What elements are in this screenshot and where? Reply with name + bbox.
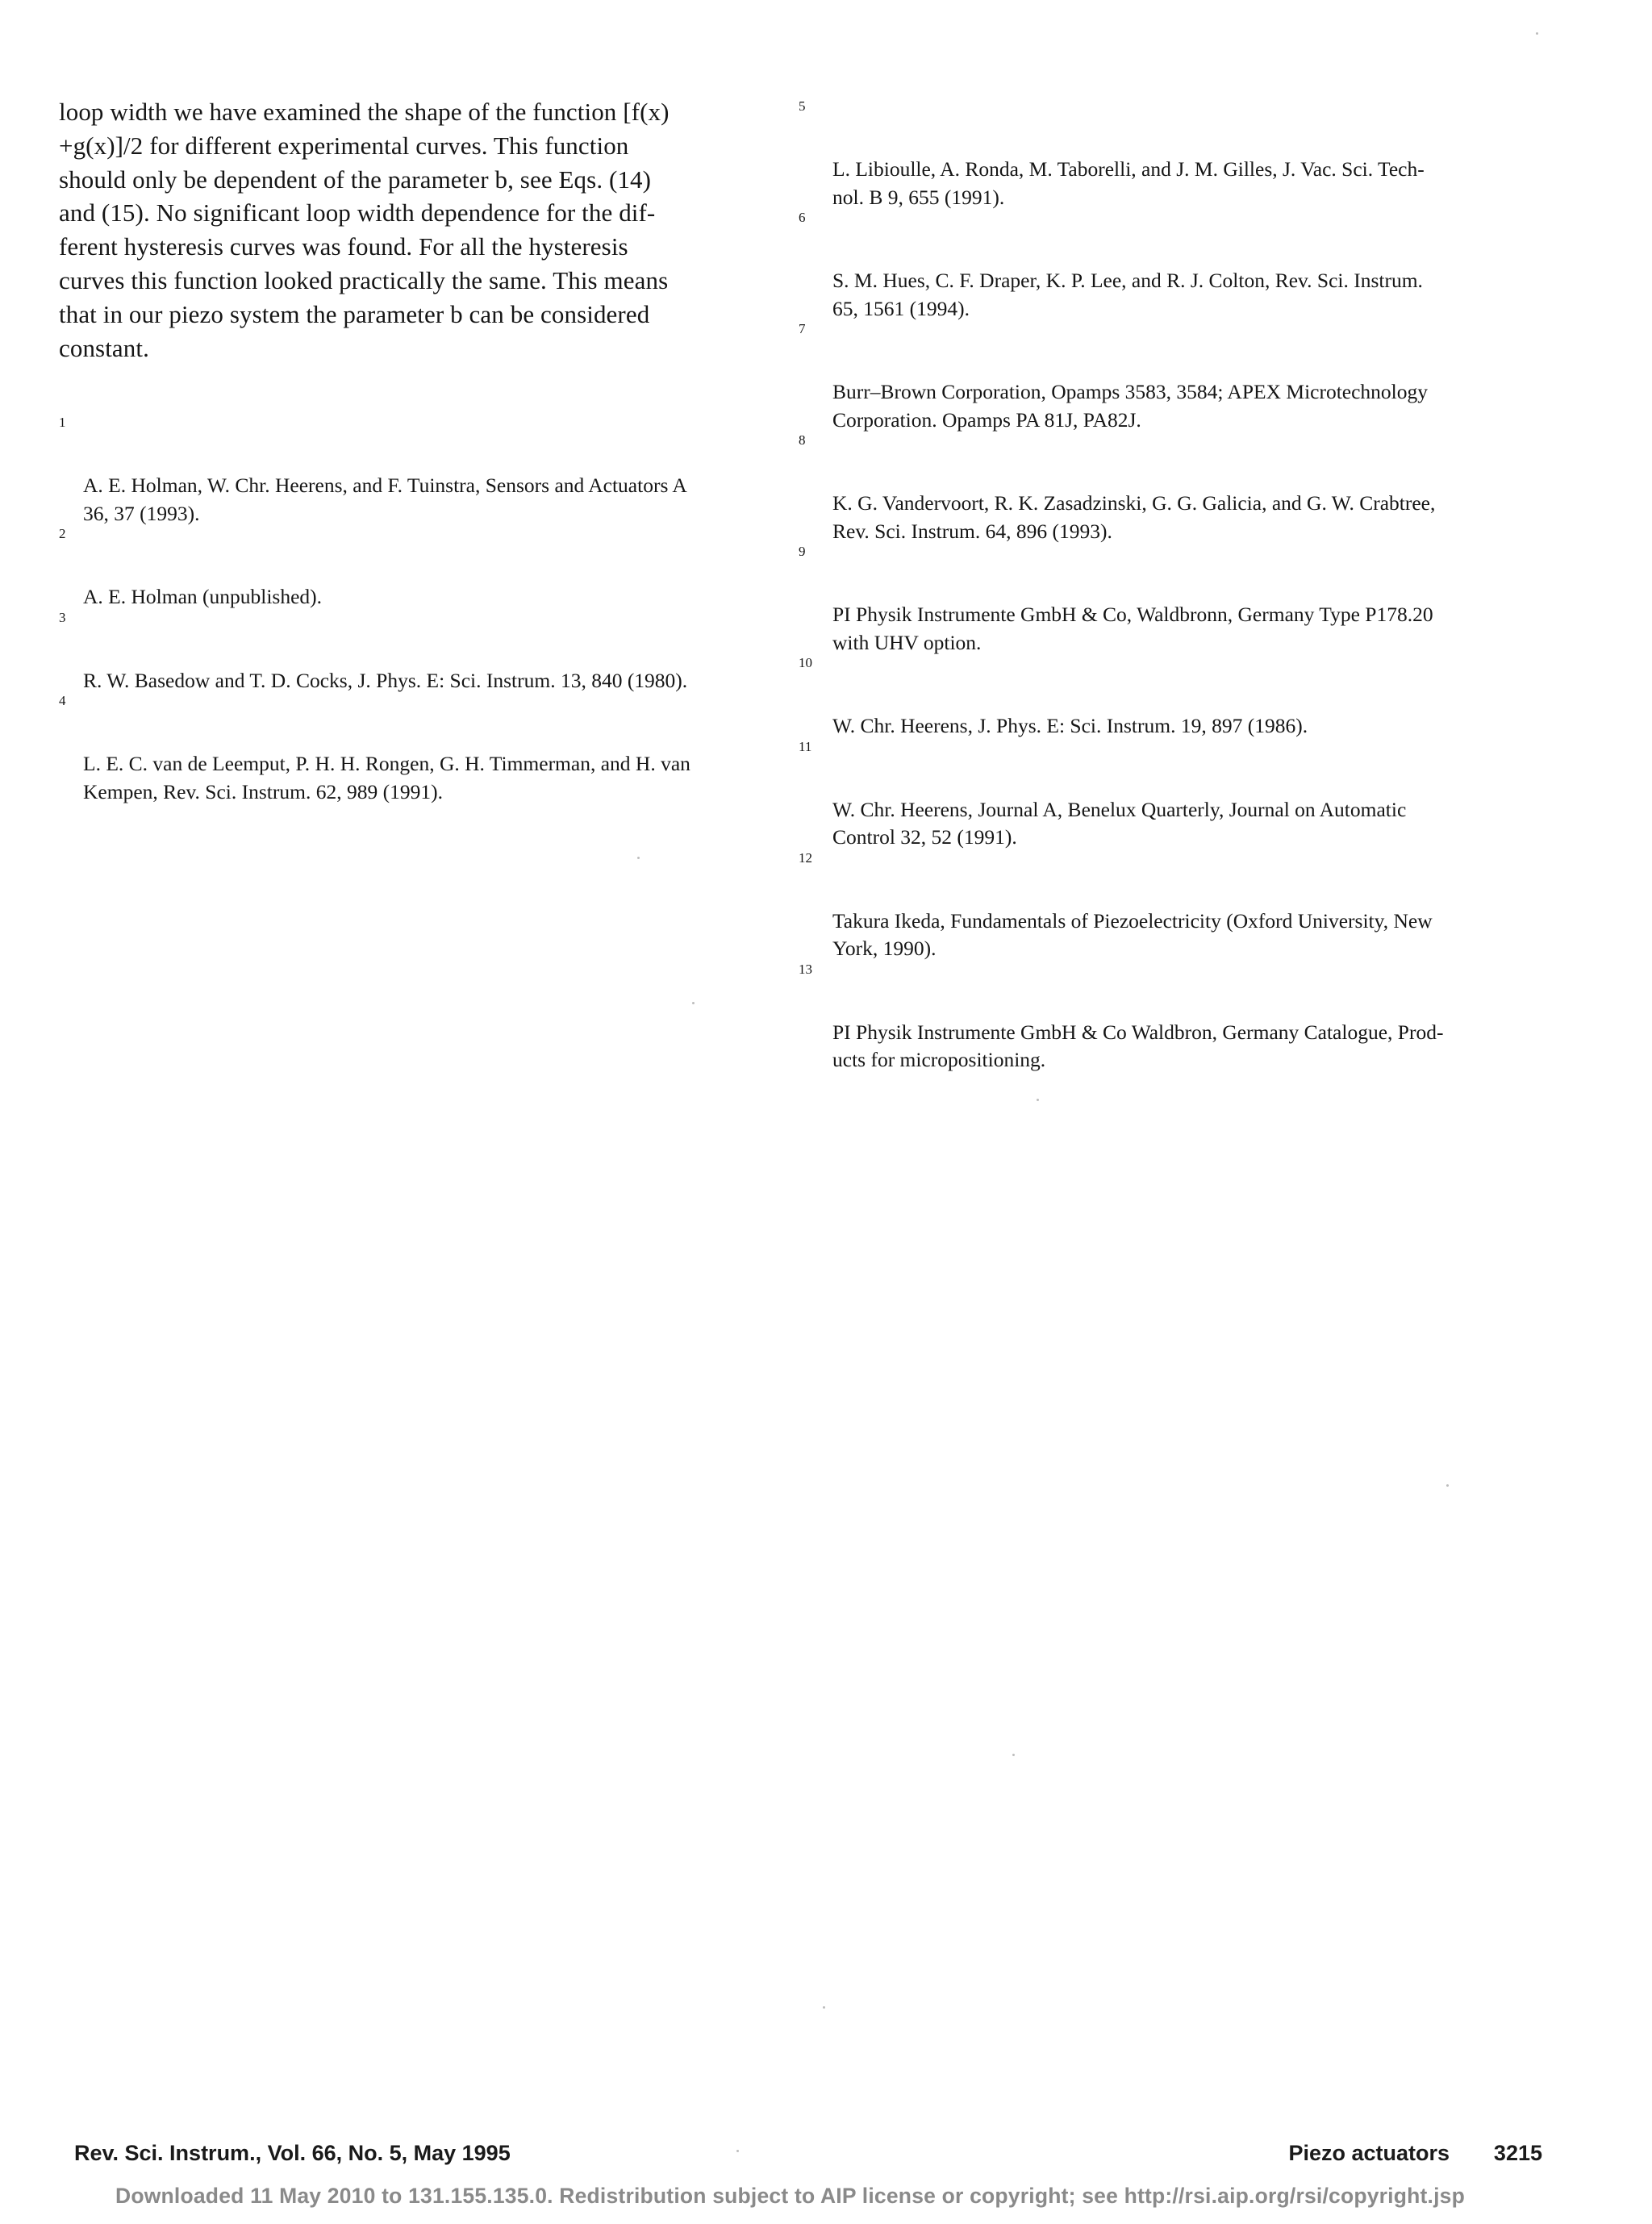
reference-item: [59, 695, 770, 806]
conclusion-paragraph: loop width we have examined the shape of the function [f(x) +g(x)]/2 for different experimental curves. This function should only be dependent of the parameter b, see Eqs. (14) and (15). No significant loop width dependence for the dif- ferent hysteresis curves was found. For all the hysteresis curves this function looked practically the same. This means that in our piezo system the parameter b can be considered constant.: [59, 98, 670, 362]
reference-text: W. Chr. Heerens, Journal A, Benelux Quarterly, Journal on Automatic Control 32, 52 (1991).: [832, 797, 1407, 849]
reference-text: L. Libioulle, A. Ronda, M. Taborelli, and J. M. Gilles, J. Vac. Sci. Tech- nol. B 9, 655 (1991).: [832, 157, 1425, 209]
reference-item: [799, 849, 1534, 963]
journal-citation: Rev. Sci. Instrum., Vol. 66, No. 5, May 1995: [74, 2141, 511, 2165]
reference-number: 3: [59, 609, 66, 625]
reference-number: 13: [799, 961, 812, 977]
reference-item: [799, 738, 1534, 852]
reference-item: [59, 528, 770, 611]
reference-item: [799, 323, 1534, 434]
reference-text: W. Chr. Heerens, J. Phys. E: Sci. Instrum. 19, 897 (1986).: [832, 714, 1308, 737]
right-column: [799, 100, 1534, 1074]
reference-item: [799, 545, 1534, 657]
scan-speck: [823, 2006, 825, 2009]
reference-text: PI Physik Instrumente GmbH & Co Waldbron, Germany Catalogue, Prod- ucts for micropositioning.: [832, 1020, 1444, 1071]
scan-speck: [1446, 1484, 1449, 1487]
reference-text: Takura Ikeda, Fundamentals of Piezoelectricity (Oxford University, New York, 1990).: [832, 908, 1433, 960]
download-notice: Downloaded 11 May 2010 to 131.155.135.0. Redistribution subject to AIP license or copyright; see http://rsi.aip.org/rsi/copyright.jsp: [115, 2184, 1465, 2208]
page-number: 3215: [1493, 2141, 1542, 2165]
reference-text: Burr–Brown Corporation, Opamps 3583, 3584; APEX Microtechnology Corporation. Opamps PA 81J, PA82J.: [832, 380, 1429, 432]
scan-speck: [637, 857, 640, 859]
reference-text: S. M. Hues, C. F. Draper, K. P. Lee, and R. J. Colton, Rev. Sci. Instrum. 65, 1561 (1994).: [832, 269, 1423, 320]
reference-text: R. W. Basedow and T. D. Cocks, J. Phys. E: Sci. Instrum. 13, 840 (1980).: [83, 668, 688, 692]
reference-number: 4: [59, 693, 66, 709]
left-column: [59, 95, 770, 806]
section-title: Piezo actuators: [1288, 2141, 1450, 2165]
reference-text: PI Physik Instrumente GmbH & Co, Waldbronn, Germany Type P178.20 with UHV option.: [832, 603, 1433, 654]
reference-text: L. E. C. van de Leemput, P. H. H. Rongen, G. H. Timmerman, and H. van Kempen, Rev. Sci. Instrum. 62, 989 (1991).: [83, 752, 690, 803]
reference-item: [799, 963, 1534, 1074]
reference-list-right: [799, 100, 1534, 1074]
reference-item: [799, 434, 1534, 545]
scan-speck: [736, 2150, 739, 2152]
scan-speck: [1012, 1754, 1015, 1756]
scan-speck: [1536, 32, 1538, 35]
scan-speck: [692, 1002, 695, 1004]
reference-number: 12: [799, 849, 812, 866]
reference-text: A. E. Holman, W. Chr. Heerens, and F. Tuinstra, Sensors and Actuators A 36, 37 (1993).: [83, 474, 687, 525]
scan-speck: [1037, 1099, 1039, 1101]
reference-item: [59, 611, 770, 695]
reference-number: 9: [799, 544, 806, 559]
reference-number: 7: [799, 321, 806, 336]
reference-number: 11: [799, 738, 812, 754]
reference-number: 10: [799, 655, 812, 670]
reference-number: 8: [799, 432, 806, 448]
reference-item: [799, 211, 1534, 323]
reference-number: 5: [799, 98, 806, 114]
reference-item: [59, 416, 770, 528]
reference-text: K. G. Vandervoort, R. K. Zasadzinski, G. G. Galicia, and G. W. Crabtree, Rev. Sci. Instrum. 64, 896 (1993).: [832, 491, 1436, 543]
page-footer: [74, 2141, 1542, 2173]
reference-text: A. E. Holman (unpublished).: [83, 585, 323, 609]
reference-item: [799, 657, 1534, 741]
reference-list-left: [59, 416, 770, 806]
reference-number: 6: [799, 210, 806, 225]
reference-number: 1: [59, 415, 66, 431]
reference-item: [799, 100, 1534, 211]
reference-number: 2: [59, 526, 66, 542]
